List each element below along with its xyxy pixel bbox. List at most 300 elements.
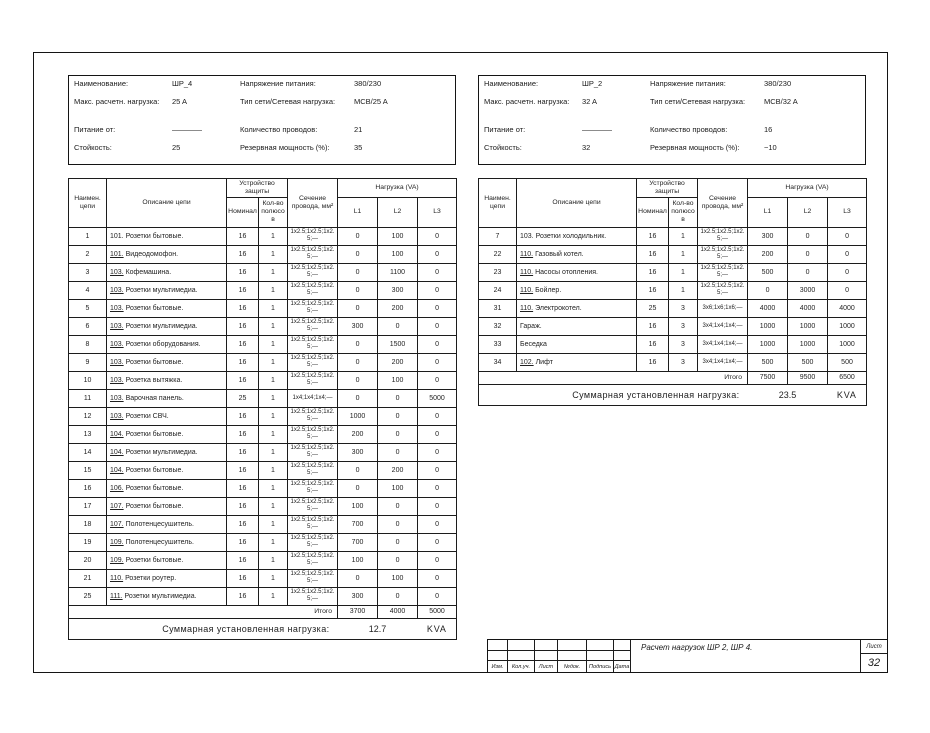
load-l3: 0 xyxy=(418,551,457,569)
circuit-name: Розетка вытяжка. xyxy=(125,376,183,384)
breaker-nominal: 16 xyxy=(227,407,259,425)
load-l3: 1000 xyxy=(828,317,867,335)
circuit-number: 34 xyxy=(479,353,517,371)
circuit-name: Розетки холодильник. xyxy=(535,232,607,240)
load-l2: 1000 xyxy=(788,335,828,353)
breaker-poles: 1 xyxy=(259,299,288,317)
circuit-number: 10 xyxy=(69,371,107,389)
info-value: MCB/32 A xyxy=(764,97,798,106)
stamp-grid xyxy=(488,640,631,672)
circuit-row xyxy=(479,353,867,371)
circuit-row xyxy=(69,551,457,569)
circuit-description xyxy=(107,263,227,281)
info-row xyxy=(484,143,860,161)
room-number: 103. xyxy=(110,268,124,276)
load-l1: 1000 xyxy=(748,335,788,353)
room-number: 103. xyxy=(110,376,124,384)
wire-section: 1x2.5;1x2.5;1x2.5;— xyxy=(288,587,338,605)
stamp-cell xyxy=(508,640,535,651)
stamp-label-list: Лист xyxy=(535,661,558,672)
circuit-row xyxy=(69,281,457,299)
circuit-description xyxy=(517,335,637,353)
info-label: Стойкость: xyxy=(74,143,112,152)
circuit-name: Розетки бытовые. xyxy=(125,232,184,240)
summary-label: Суммарная установленная нагрузка: xyxy=(69,618,338,639)
stamp-label-podpis: Подпись xyxy=(587,661,614,672)
circuit-description xyxy=(107,245,227,263)
col-load: Нагрузка (VA) xyxy=(338,179,457,198)
sheet-box xyxy=(860,640,887,672)
breaker-nominal: 16 xyxy=(637,227,669,245)
stamp-cell xyxy=(558,651,587,662)
circuit-number: 22 xyxy=(479,245,517,263)
room-number: 101. xyxy=(110,250,124,258)
circuit-row xyxy=(69,227,457,245)
circuit-description xyxy=(107,407,227,425)
load-l3: 0 xyxy=(418,533,457,551)
breaker-nominal: 25 xyxy=(637,299,669,317)
info-label: Макс. расчетн. нагрузка: xyxy=(74,97,160,106)
load-l2: 0 xyxy=(788,245,828,263)
load-l1: 500 xyxy=(748,263,788,281)
load-table-shr2 xyxy=(478,178,867,406)
load-l2: 0 xyxy=(378,551,418,569)
load-l3: 0 xyxy=(418,317,457,335)
circuit-description xyxy=(107,281,227,299)
breaker-nominal: 16 xyxy=(227,587,259,605)
breaker-nominal: 25 xyxy=(227,389,259,407)
circuit-row xyxy=(69,407,457,425)
total-l1: 7500 xyxy=(748,371,788,384)
info-label: Стойкость: xyxy=(484,143,522,152)
room-number: 109. xyxy=(110,556,124,564)
wire-section: 1x2.5;1x2.5;1x2.5;— xyxy=(288,551,338,569)
load-l1: 200 xyxy=(748,245,788,263)
total-l2: 9500 xyxy=(788,371,828,384)
load-l2: 100 xyxy=(378,371,418,389)
info-row xyxy=(74,143,450,161)
load-l1: 300 xyxy=(338,587,378,605)
load-l3: 0 xyxy=(418,587,457,605)
breaker-nominal: 16 xyxy=(637,353,669,371)
breaker-poles: 3 xyxy=(669,353,698,371)
stamp-label-koluch: Кол.уч. xyxy=(508,661,535,672)
breaker-nominal: 16 xyxy=(227,569,259,587)
load-l1: 1000 xyxy=(748,317,788,335)
circuit-description xyxy=(107,497,227,515)
total-l3: 6500 xyxy=(828,371,867,384)
col-l3: L3 xyxy=(828,197,867,227)
load-l1: 500 xyxy=(748,353,788,371)
col-description: Описание цепи xyxy=(107,179,227,228)
load-l1: 1000 xyxy=(338,407,378,425)
col-l1: L1 xyxy=(338,197,378,227)
load-l2: 0 xyxy=(378,515,418,533)
breaker-nominal: 16 xyxy=(227,335,259,353)
room-number: 103. xyxy=(520,232,534,240)
breaker-poles: 1 xyxy=(259,263,288,281)
stamp-cell xyxy=(558,640,587,651)
load-l2: 0 xyxy=(378,317,418,335)
load-l2: 0 xyxy=(788,263,828,281)
load-l2: 0 xyxy=(378,533,418,551)
circuit-row xyxy=(69,263,457,281)
wire-section: 1x2.5;1x2.5;1x2.5;— xyxy=(288,299,338,317)
load-l1: 0 xyxy=(338,461,378,479)
circuit-row xyxy=(69,425,457,443)
load-l1: 0 xyxy=(338,263,378,281)
circuit-number: 23 xyxy=(479,263,517,281)
load-l2: 0 xyxy=(378,389,418,407)
circuit-name: Гараж. xyxy=(520,322,542,330)
room-number: 107. xyxy=(110,502,124,510)
load-l2: 100 xyxy=(378,569,418,587)
load-l2: 0 xyxy=(378,497,418,515)
breaker-poles: 1 xyxy=(259,551,288,569)
load-l1: 0 xyxy=(338,353,378,371)
circuit-name: Розетки бытовые. xyxy=(125,466,184,474)
info-value: 32 A xyxy=(582,97,598,106)
circuit-description xyxy=(517,281,637,299)
breaker-nominal: 16 xyxy=(227,461,259,479)
breaker-poles: 1 xyxy=(669,281,698,299)
circuit-row xyxy=(69,443,457,461)
load-l3: 0 xyxy=(418,371,457,389)
wire-section: 1x2.5;1x2.5;1x2.5;— xyxy=(288,443,338,461)
circuit-description xyxy=(107,461,227,479)
breaker-nominal: 16 xyxy=(637,335,669,353)
breaker-poles: 1 xyxy=(259,389,288,407)
breaker-nominal: 16 xyxy=(227,533,259,551)
breaker-poles: 1 xyxy=(259,371,288,389)
circuit-description xyxy=(107,587,227,605)
total-l2: 4000 xyxy=(378,605,418,618)
circuit-description xyxy=(107,425,227,443)
circuit-name: Газовый котел. xyxy=(535,250,584,258)
load-l3: 0 xyxy=(828,281,867,299)
info-value: MCB/25 A xyxy=(354,97,388,106)
info-value: 21 xyxy=(354,125,363,134)
breaker-poles: 1 xyxy=(259,227,288,245)
load-l3: 0 xyxy=(828,263,867,281)
load-l2: 200 xyxy=(378,299,418,317)
circuit-number: 25 xyxy=(69,587,107,605)
wire-section: 1x2.5;1x2.5;1x2.5;— xyxy=(288,425,338,443)
load-l3: 0 xyxy=(418,461,457,479)
load-l3: 4000 xyxy=(828,299,867,317)
load-l3: 0 xyxy=(418,479,457,497)
circuit-name: Полотенцесушитель. xyxy=(125,520,194,528)
breaker-nominal: 16 xyxy=(227,371,259,389)
info-value: ———— xyxy=(582,125,612,134)
load-l2: 100 xyxy=(378,245,418,263)
col-nominal: Номинал xyxy=(227,197,259,227)
col-protection: Устройство защиты xyxy=(227,179,288,198)
info-label: Наименование: xyxy=(74,79,129,88)
circuit-number: 2 xyxy=(69,245,107,263)
circuit-name: Розетки роутер. xyxy=(125,574,177,582)
circuit-row xyxy=(69,479,457,497)
circuit-row xyxy=(69,335,457,353)
breaker-nominal: 16 xyxy=(227,353,259,371)
circuit-number: 1 xyxy=(69,227,107,245)
circuit-description xyxy=(107,479,227,497)
info-row xyxy=(74,79,450,97)
load-l3: 0 xyxy=(418,425,457,443)
room-number: 107. xyxy=(110,520,124,528)
circuit-description xyxy=(107,335,227,353)
breaker-poles: 3 xyxy=(669,299,698,317)
info-row xyxy=(484,125,860,143)
stamp-label-izm: Изм. xyxy=(488,661,508,672)
load-l2: 4000 xyxy=(788,299,828,317)
circuit-description xyxy=(517,227,637,245)
stamp-cell xyxy=(535,651,558,662)
breaker-poles: 1 xyxy=(259,353,288,371)
wire-section: 1x2.5;1x2.5;1x2.5;— xyxy=(288,569,338,587)
load-l2: 1000 xyxy=(788,317,828,335)
breaker-nominal: 16 xyxy=(227,317,259,335)
circuit-description xyxy=(517,245,637,263)
load-l1: 700 xyxy=(338,515,378,533)
circuit-description xyxy=(107,533,227,551)
col-poles: Кол-во полюсов xyxy=(259,197,288,227)
wire-section: 3x4;1x4;1x4;— xyxy=(698,317,748,335)
breaker-poles: 1 xyxy=(259,533,288,551)
circuit-name: Полотенцесушитель. xyxy=(125,538,194,546)
stamp-cell xyxy=(488,651,508,662)
info-label: Напряжение питания: xyxy=(650,79,726,88)
info-value: 25 A xyxy=(172,97,188,106)
circuit-description xyxy=(517,317,637,335)
circuit-name: Варочная панель. xyxy=(125,394,184,402)
circuit-description xyxy=(107,569,227,587)
load-l1: 0 xyxy=(338,245,378,263)
total-l3: 5000 xyxy=(418,605,457,618)
wire-section: 1x2.5;1x2.5;1x2.5;— xyxy=(288,515,338,533)
breaker-poles: 1 xyxy=(259,461,288,479)
load-l1: 0 xyxy=(338,281,378,299)
circuit-number: 9 xyxy=(69,353,107,371)
room-number: 101. xyxy=(110,232,124,240)
info-value: 32 xyxy=(582,143,591,152)
circuit-row xyxy=(479,299,867,317)
room-number: 104. xyxy=(110,448,124,456)
col-wire: Сечение провода, мм² xyxy=(698,179,748,228)
stamp-cell xyxy=(614,651,631,662)
breaker-poles: 1 xyxy=(259,479,288,497)
col-l3: L3 xyxy=(418,197,457,227)
breaker-poles: 1 xyxy=(669,245,698,263)
load-l1: 300 xyxy=(748,227,788,245)
circuit-description xyxy=(107,353,227,371)
room-number: 103. xyxy=(110,412,124,420)
wire-section: 1x2.5;1x2.5;1x2.5;— xyxy=(698,227,748,245)
breaker-nominal: 16 xyxy=(227,245,259,263)
load-l1: 0 xyxy=(338,569,378,587)
panel-info-shr2 xyxy=(478,75,866,165)
circuit-number: 8 xyxy=(69,335,107,353)
wire-section: 1x2.5;1x2.5;1x2.5;— xyxy=(288,461,338,479)
circuit-row xyxy=(69,371,457,389)
wire-section: 1x2.5;1x2.5;1x2.5;— xyxy=(288,533,338,551)
circuit-row xyxy=(69,533,457,551)
col-circuit: Наимен. цепи xyxy=(479,179,517,228)
load-l2: 500 xyxy=(788,353,828,371)
breaker-poles: 1 xyxy=(259,587,288,605)
circuit-description xyxy=(107,389,227,407)
load-l3: 0 xyxy=(418,245,457,263)
info-value: 35 xyxy=(354,143,363,152)
circuit-name: Розетки бытовые. xyxy=(125,430,184,438)
sheet-number: 32 xyxy=(867,657,881,669)
breaker-poles: 1 xyxy=(259,425,288,443)
circuit-row xyxy=(69,353,457,371)
info-value: −10 xyxy=(764,143,777,152)
circuit-name: Кофемашина. xyxy=(125,268,172,276)
breaker-nominal: 16 xyxy=(227,425,259,443)
breaker-poles: 1 xyxy=(259,245,288,263)
load-table-shr4 xyxy=(68,178,457,640)
circuit-name: Лифт xyxy=(535,358,553,366)
title-block xyxy=(487,639,887,672)
circuit-row xyxy=(479,281,867,299)
totals-label: Итого xyxy=(69,605,338,618)
circuit-description xyxy=(517,353,637,371)
circuit-number: 17 xyxy=(69,497,107,515)
circuit-description xyxy=(517,299,637,317)
load-l3: 0 xyxy=(418,443,457,461)
wire-section: 1x2.5;1x2.5;1x2.5;— xyxy=(288,353,338,371)
circuit-name: Беседка xyxy=(520,340,547,348)
wire-section: 1x2.5;1x2.5;1x2.5;— xyxy=(288,263,338,281)
wire-section: 1x2.5;1x2.5;1x2.5;— xyxy=(698,263,748,281)
circuit-row xyxy=(479,245,867,263)
circuit-description xyxy=(517,263,637,281)
circuit-description xyxy=(107,515,227,533)
info-row xyxy=(74,97,450,125)
totals-row xyxy=(69,605,457,618)
info-value: 16 xyxy=(764,125,773,134)
breaker-nominal: 16 xyxy=(637,317,669,335)
room-number: 103. xyxy=(110,358,124,366)
panel-info-shr4 xyxy=(68,75,456,165)
load-l3: 0 xyxy=(418,407,457,425)
info-label: Питание от: xyxy=(74,125,116,134)
circuit-number: 24 xyxy=(479,281,517,299)
room-number: 102. xyxy=(520,358,534,366)
circuit-number: 3 xyxy=(69,263,107,281)
wire-section: 3x4;1x4;1x4;— xyxy=(698,353,748,371)
breaker-poles: 1 xyxy=(259,443,288,461)
circuit-row xyxy=(479,317,867,335)
wire-section: 3x4;1x4;1x4;— xyxy=(698,335,748,353)
room-number: 110. xyxy=(520,268,534,276)
circuit-name: Розетки СВЧ. xyxy=(125,412,169,420)
circuit-row xyxy=(69,515,457,533)
info-label: Тип сети/Сетевая нагрузка: xyxy=(240,97,336,106)
breaker-poles: 1 xyxy=(259,407,288,425)
room-number: 104. xyxy=(110,466,124,474)
col-l2: L2 xyxy=(788,197,828,227)
load-l1: 0 xyxy=(338,371,378,389)
circuit-number: 12 xyxy=(69,407,107,425)
circuit-name: Розетки бытовые. xyxy=(125,304,184,312)
circuit-name: Розетки мультимедиа. xyxy=(125,322,198,330)
load-l3: 500 xyxy=(828,353,867,371)
circuit-description xyxy=(107,227,227,245)
load-l2: 0 xyxy=(378,587,418,605)
col-nominal: Номинал xyxy=(637,197,669,227)
load-l1: 100 xyxy=(338,497,378,515)
room-number: 103. xyxy=(110,340,124,348)
circuit-number: 20 xyxy=(69,551,107,569)
load-l3: 0 xyxy=(418,497,457,515)
circuit-name: Бойлер. xyxy=(535,286,562,294)
circuit-name: Розетки бытовые. xyxy=(125,502,184,510)
load-l1: 0 xyxy=(338,227,378,245)
panel-shr4 xyxy=(68,75,456,640)
breaker-nominal: 16 xyxy=(637,281,669,299)
wire-section: 1x2.5;1x2.5;1x2.5;— xyxy=(288,371,338,389)
circuit-row xyxy=(69,587,457,605)
breaker-poles: 1 xyxy=(669,263,698,281)
circuit-row xyxy=(479,227,867,245)
stamp-cell xyxy=(488,640,508,651)
circuit-number: 7 xyxy=(479,227,517,245)
circuit-name: Розетки мультимедиа. xyxy=(124,592,197,600)
col-l2: L2 xyxy=(378,197,418,227)
room-number: 106. xyxy=(110,484,124,492)
breaker-nominal: 16 xyxy=(637,263,669,281)
load-l2: 200 xyxy=(378,353,418,371)
breaker-poles: 1 xyxy=(259,569,288,587)
load-l3: 0 xyxy=(828,227,867,245)
wire-section: 1x2.5;1x2.5;1x2.5;— xyxy=(288,227,338,245)
stamp-cell xyxy=(508,651,535,662)
breaker-poles: 1 xyxy=(259,281,288,299)
load-l1: 0 xyxy=(338,389,378,407)
load-l3: 0 xyxy=(418,263,457,281)
wire-section: 1x2.5;1x2.5;1x2.5;— xyxy=(288,245,338,263)
col-load: Нагрузка (VA) xyxy=(748,179,867,198)
room-number: 103. xyxy=(110,394,124,402)
load-l2: 1100 xyxy=(378,263,418,281)
summary-row xyxy=(479,384,867,405)
load-l2: 300 xyxy=(378,281,418,299)
sheet-label: Лист xyxy=(861,640,887,654)
wire-section: 1x2.5;1x2.5;1x2.5;— xyxy=(288,479,338,497)
room-number: 110. xyxy=(520,304,534,312)
stamp-cell xyxy=(614,640,631,651)
load-l3: 0 xyxy=(418,227,457,245)
info-value: ШР_4 xyxy=(172,79,193,88)
panel-shr2 xyxy=(478,75,866,406)
info-value: ———— xyxy=(172,125,202,134)
load-l2: 3000 xyxy=(788,281,828,299)
room-number: 103. xyxy=(110,304,124,312)
summary-value: 23.5 xyxy=(748,384,828,405)
load-l1: 4000 xyxy=(748,299,788,317)
breaker-nominal: 16 xyxy=(227,227,259,245)
breaker-nominal: 16 xyxy=(227,263,259,281)
circuit-number: 31 xyxy=(479,299,517,317)
circuit-number: 13 xyxy=(69,425,107,443)
info-label: Питание от: xyxy=(484,125,526,134)
load-l1: 0 xyxy=(338,335,378,353)
circuit-description xyxy=(107,317,227,335)
info-row xyxy=(484,79,860,97)
